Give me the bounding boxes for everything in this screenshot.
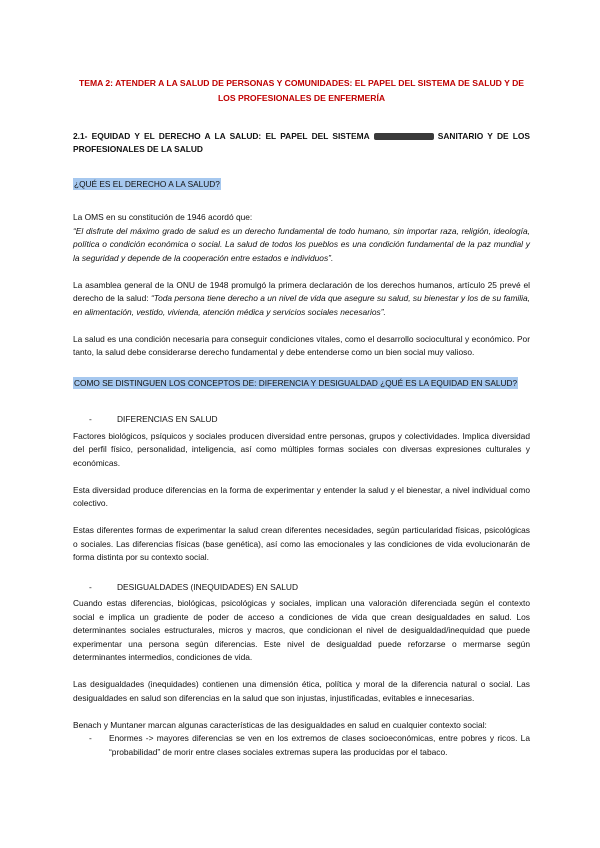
diferencias-paragraph-2: Esta diversidad produce diferencias en la forma de experimentar y entender la salud y el bienestar, a nivel individual como colectivo. (73, 484, 530, 508)
highlighted-question-1: ¿QUÉ ES EL DERECHO A LA SALUD? (74, 179, 220, 189)
onu-paragraph (73, 279, 530, 320)
salud-paragraph: La salud es una condición necesaria para conseguir condiciones vitales, como el desarrollo sociocultural y económico. Por tanto, la salud debe considerarse derecho fundamental y debe entenderse como un bien social muy valioso. (73, 333, 530, 357)
bullet-dash: - (89, 733, 92, 743)
diferencias-paragraph-3: Estas diferentes formas de experimentar la salud crean diferentes necesidades, según particularidad físicas, psicológicas o sociales. Las diferencias físicas (base genética), así como las emocionales y las condiciones de vida evolucionarán de forma distinta por su contexto social. (73, 525, 530, 562)
question-heading-2 (73, 373, 530, 391)
question-heading-1 (73, 174, 530, 192)
diferencias-paragraph-1: Factores biológicos, psíquicos y sociales producen diversidad entre personas, grupos y colectividades. Implica diversidad del perfil físico, personalidad, inteligencia, así como múltiples formas sociales con diversas expresiones culturales y económicas. (73, 430, 530, 468)
subtitle-text-start: 2.1- EQUIDAD Y EL DERECHO A LA SALUD: EL PAPEL DEL SISTEMA (73, 131, 370, 141)
desigualdades-paragraph-2: Las desigualdades (inequidades) contienen una dimensión ética, política y moral de la diferencia natural o social. Las desigualdades en salud son diferencias en la salud que son injustas, injustificadas, evitables e innecesarias. (73, 679, 530, 703)
desigualdades-paragraph-1: Cuando estas diferencias, biológicas, psicológicas y sociales, implican una valoración diferenciada según el contexto social e implica un gradiente de poder de acceso a condiciones de vida que crean desigualdades en salud. Los determinantes sociales estructurales, micros y macros, que condicionan el nivel de desigualdad/inequidad que puede experimentar una persona según diferencias. Este nivel de desigualdad puede reforzarse o mermarse según determinantes intermedios, condiciones de vida. (73, 598, 530, 662)
section-subtitle (73, 130, 530, 156)
diferencias-heading (73, 413, 530, 427)
bullet-dash: - (89, 581, 92, 592)
onu-quote: “Toda persona tiene derecho a un nivel de vida que asegure su salud, su bienestar y los de su familia, en alimentación, vestido, vivienda, atención médica y servicios sociales necesarios”. (73, 293, 531, 317)
list-item (73, 732, 530, 759)
diferencias-heading-text: DIFERENCIAS EN SALUD (117, 414, 218, 424)
document-title: TEMA 2: ATENDER A LA SALUD DE PERSONAS Y COMUNIDADES: EL PAPEL DEL SISTEMA DE SALUD Y DE LOS PROFESIONALES DE ENFERMERÍA (78, 78, 525, 103)
desigualdades-heading-text: DESIGUALDADES (INEQUIDADES) EN SALUD (117, 581, 299, 592)
subtitle-text-end: SANITARIO Y DE LOS PROFESIONALES DE LA SALUD (73, 131, 531, 154)
oms-block (73, 211, 530, 265)
onu-text: La asamblea general de la ONU de 1948 promulgó la primera declaración de los derechos humanos, artículo 25 prevé el derecho de la salud: (73, 279, 530, 303)
desigualdades-heading (73, 581, 530, 595)
oms-quote: “El disfrute del máximo grado de salud es un derecho fundamental de todo humano, sin importar raza, religión, ideología, política o condición económica o social. La salud de todos los pueblos es una condición fundamental de la paz mundial y la seguridad y depende de la cooperación entre estados e individuos”. (73, 225, 530, 263)
list-item-text: Enormes -> mayores diferencias se ven en los extremos de clases socioeconómicas, entre pobres y ricos. La “probabilidad” de morir entre clases sociales extremas supera las producidas por el tabaco. (109, 733, 530, 757)
redacted-word (374, 133, 434, 140)
desigualdades-paragraph-3: Benach y Muntaner marcan algunas características de las desigualdades en salud en cualquier contexto social: (73, 719, 487, 730)
highlighted-question-2: COMO SE DISTINGUEN LOS CONCEPTOS DE: DIFERENCIA Y DESIGUALDAD ¿QUÉ ES LA EQUIDAD EN SALUD? (74, 378, 518, 388)
bullet-dash: - (89, 414, 92, 424)
onu-block (73, 279, 530, 320)
oms-intro: La OMS en su constitución de 1946 acordó que: (73, 212, 253, 222)
